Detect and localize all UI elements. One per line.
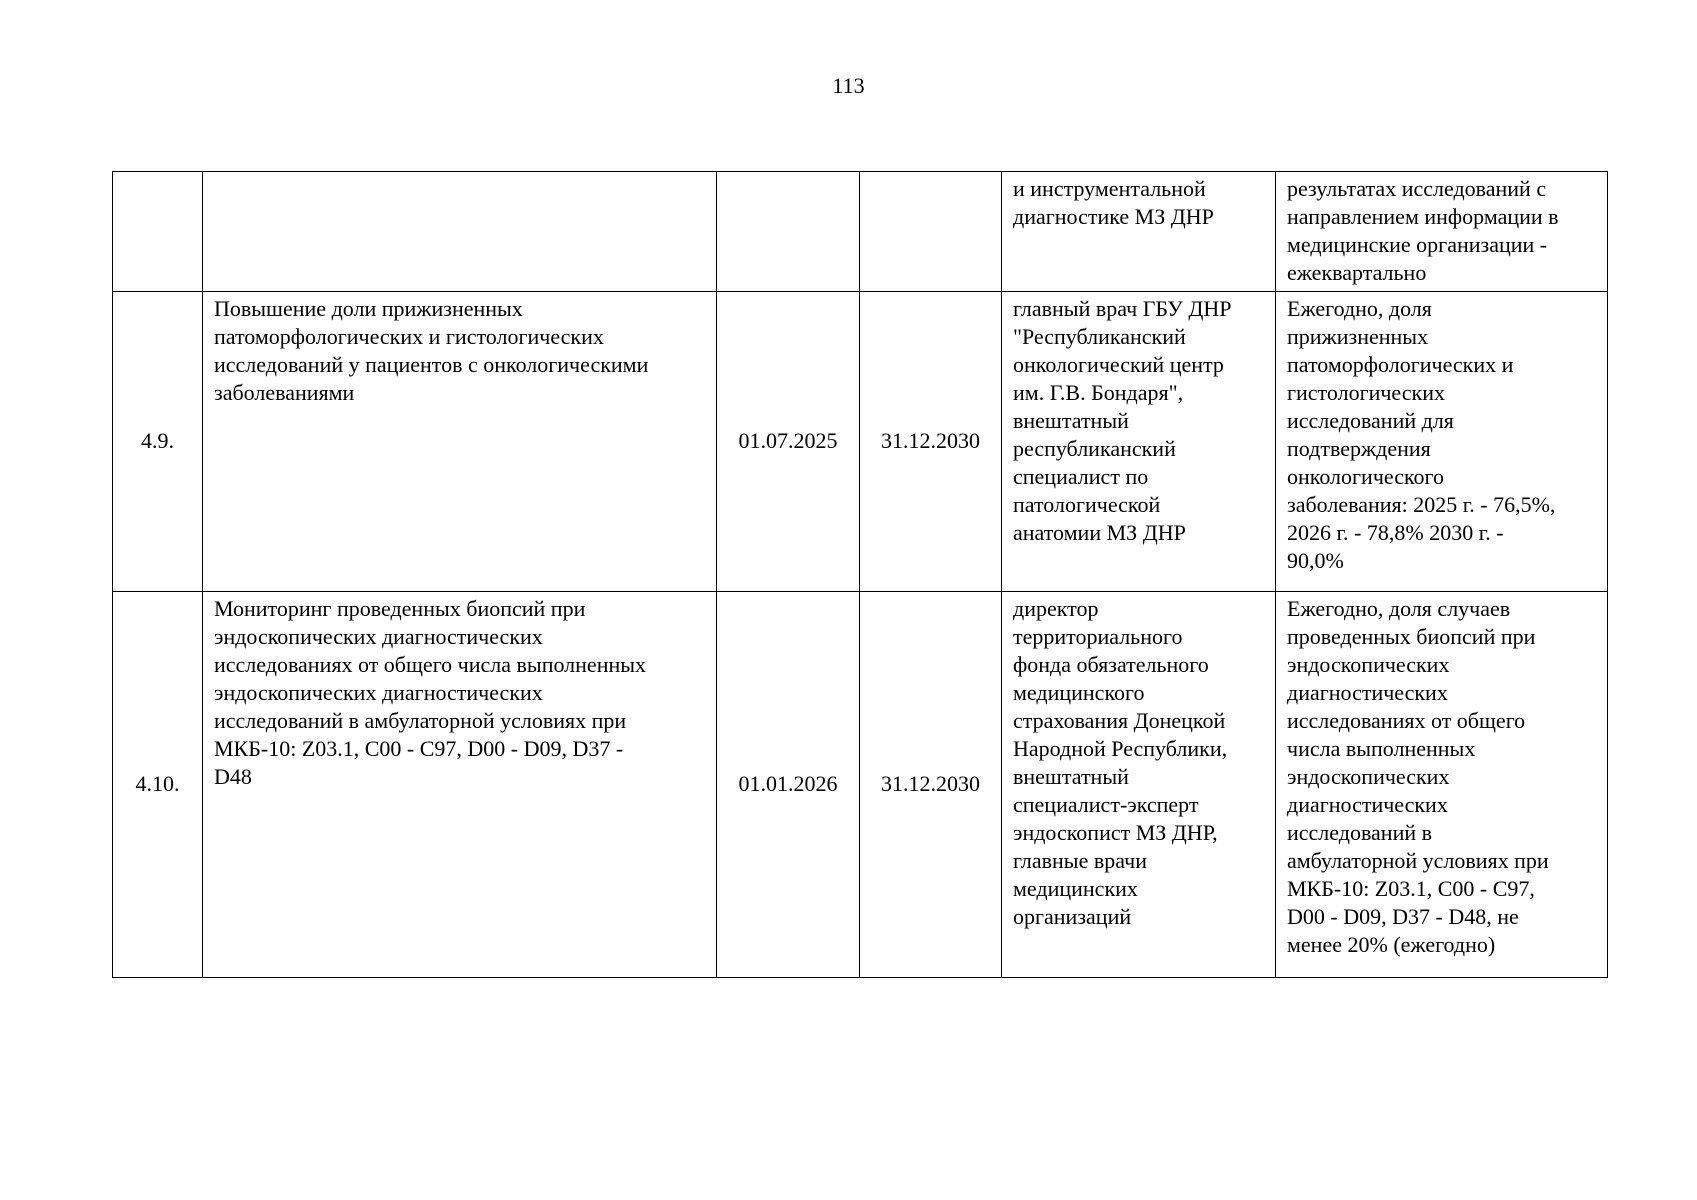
responsible-cell: и инструментальной диагностике МЗ ДНР: [1002, 172, 1276, 292]
activity-cell: Повышение доли прижизненных патоморфологических и гистологических исследований у пациентов с онкологическими заболеваниями: [203, 292, 717, 592]
table-row: [113, 172, 1608, 292]
responsible-cell: главный врач ГБУ ДНР "Республиканский онкологический центр им. Г.В. Бондаря", внештатный республиканский специалист по патологической анатомии МЗ ДНР: [1002, 292, 1276, 592]
start-date-cell: 01.07.2025: [717, 292, 860, 592]
responsible-cell: директор территориального фонда обязательного медицинского страхования Донецкой Народной Республики, внештатный специалист-эксперт эндоскопист МЗ ДНР, главные врачи медицинских организаций: [1002, 592, 1276, 978]
table-row: [113, 292, 1608, 592]
row-number-cell: 4.9.: [113, 292, 203, 592]
start-date-cell: [717, 172, 860, 292]
result-cell: Ежегодно, доля прижизненных патоморфологических и гистологических исследований для подтверждения онкологического заболевания: 2025 г. - 76,5%, 2026 г. - 78,8% 2030 г. - 90,0%: [1276, 292, 1608, 592]
result-cell: Ежегодно, доля случаев проведенных биопсий при эндоскопических диагностических исследованиях от общего числа выполненных эндоскопических диагностических исследований в амбулаторной условиях при МКБ-10: Z03.1, C00 - C97, D00 - D09, D37 - D48, не менее 20% (ежегодно): [1276, 592, 1608, 978]
activity-cell: Мониторинг проведенных биопсий при эндоскопических диагностических исследованиях от общего числа выполненных эндоскопических диагностических исследований в амбулаторной условиях при МКБ-10: Z03.1, C00 - C97, D00 - D09, D37 - D48: [203, 592, 717, 978]
page-number: 113: [832, 73, 865, 98]
end-date-cell: [860, 172, 1002, 292]
end-date-cell: 31.12.2030: [860, 292, 1002, 592]
table-row: [113, 592, 1608, 978]
row-number-cell: [113, 172, 203, 292]
start-date-cell: 01.01.2026: [717, 592, 860, 978]
row-number-cell: 4.10.: [113, 592, 203, 978]
end-date-cell: 31.12.2030: [860, 592, 1002, 978]
result-cell: результатах исследований с направлением информации в медицинские организации - ежеквартально: [1276, 172, 1608, 292]
activity-cell: [203, 172, 717, 292]
measures-table: [112, 171, 1608, 978]
